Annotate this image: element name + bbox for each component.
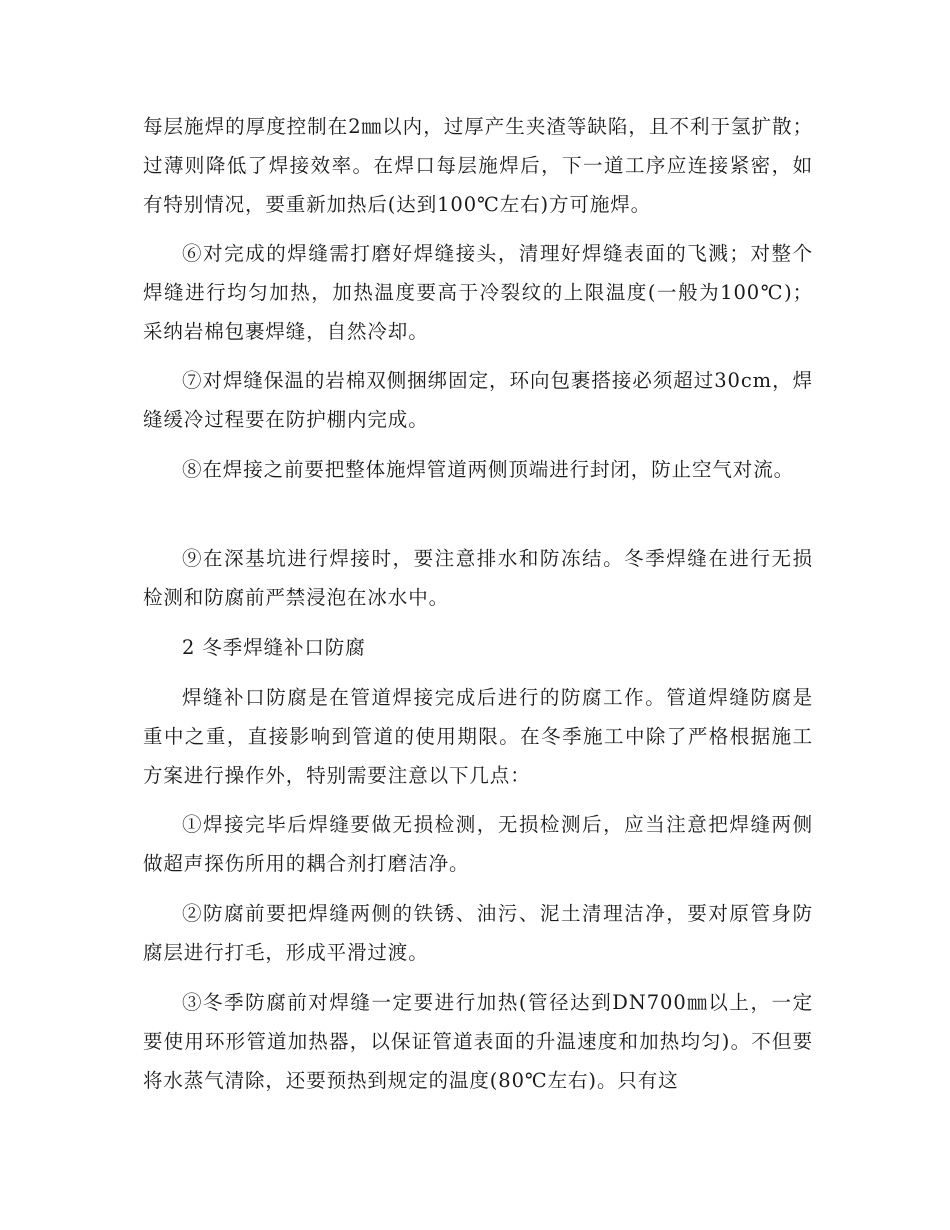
paragraph-item-1: ①焊接完毕后焊缝要做无损检测，无损检测后，应当注意把焊缝两侧做超声探伤所用的耦合剂打磨洁净。 <box>143 813 813 875</box>
paragraph-item-3: ③冬季防腐前对焊缝一定要进行加热(管径达到DN700㎜以上，一定要使用环形管道加热器，以保证管道表面的升温速度和加热均匀)。不但要将水蒸气清除，还要预热到规定的温度(80℃左右)。只有这 <box>143 991 813 1092</box>
section-heading: 2 冬季焊缝补口防腐 <box>182 636 366 659</box>
paragraph-item-2: ②防腐前要把焊缝两侧的铁锈、油污、泥土清理洁净，要对原管身防腐层进行打毛，形成平滑过渡。 <box>143 902 813 964</box>
paragraph-item-8: ⑧在焊接之前要把整体施焊管道两侧顶端进行封闭，防止空气对流。 <box>182 458 795 481</box>
paragraph-item-7: ⑦对焊缝保温的岩棉双侧捆绑固定，环向包裹搭接必须超过30cm，焊缝缓冷过程要在防护棚内完成。 <box>143 369 813 431</box>
paragraph-item-6: ⑥对完成的焊缝需打磨好焊缝接头，清理好焊缝表面的飞溅；对整个焊缝进行均匀加热，加热温度要高于冷裂纹的上限温度(一般为100℃)；采纳岩棉包裹焊缝，自然冷却。 <box>143 242 813 343</box>
paragraph-item-9: ⑨在深基坑进行焊接时，要注意排水和防冻结。冬季焊缝在进行无损检测和防腐前严禁浸泡在冰水中。 <box>143 547 813 609</box>
paragraph-weld-layer-thickness: 每层施焊的厚度控制在2㎜以内，过厚产生夹渣等缺陷，且不利于氢扩散；过薄则降低了焊接效率。在焊口每层施焊后，下一道工序应连接紧密，如有特别情况，要重新加热后(达到100℃左右)方可施焊。 <box>143 115 813 216</box>
paragraph-corrosion-intro: 焊缝补口防腐是在管道焊接完成后进行的防腐工作。管道焊缝防腐是重中之重，直接影响到管道的使用期限。在冬季施工中除了严格根据施工方案进行操作外，特别需要注意以下几点： <box>143 686 813 787</box>
